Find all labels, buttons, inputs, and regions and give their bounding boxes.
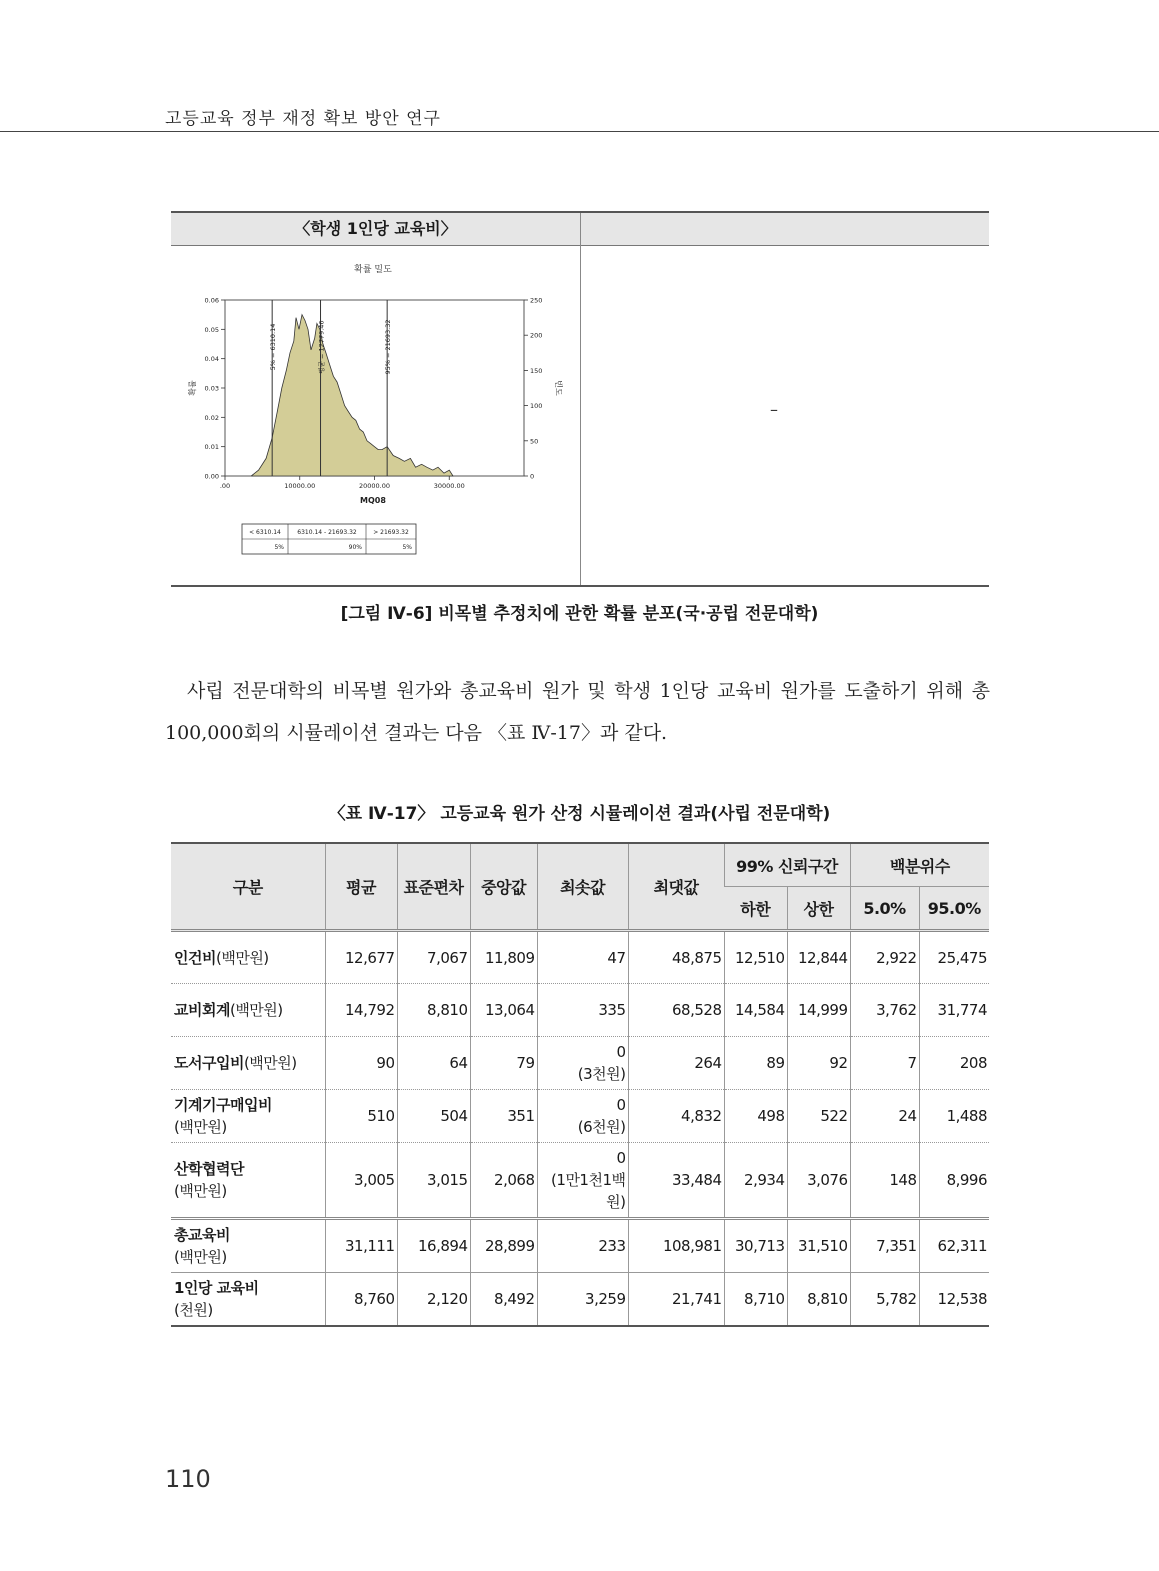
chart-y-tick-label: 0.04 (204, 355, 219, 364)
header-ci-high: 상한 (787, 887, 850, 931)
row-unit: (천원) (174, 1300, 213, 1319)
chart-legend-header: 6310.14 - 21693.32 (297, 529, 357, 536)
header-p5: 5.0% (850, 887, 919, 931)
row-label (171, 1273, 325, 1326)
cell-median: 13,064 (470, 984, 537, 1037)
cell-max: 108,981 (628, 1219, 724, 1273)
cell-ci-high: 14,999 (787, 984, 850, 1037)
table-caption: 〈표 Ⅳ-17〉 고등교육 원가 산정 시뮬레이션 결과(사립 전문대학) (328, 804, 831, 824)
row-unit: (백만원) (174, 1248, 227, 1266)
simulation-results-table (171, 842, 989, 1327)
cell-p5: 7,351 (850, 1219, 919, 1273)
cell-p95: 1,488 (919, 1090, 989, 1143)
header-std: 표준편차 (397, 843, 470, 931)
row-label (171, 1219, 325, 1273)
chart-y-axis-label: 확률 (188, 380, 197, 396)
figure-column-divider (580, 213, 581, 585)
table-row (171, 1273, 989, 1326)
cell-std: 2,120 (397, 1273, 470, 1326)
cell-p5: 3,762 (850, 984, 919, 1037)
row-label (171, 1143, 325, 1219)
chart-legend-value: 5% (402, 544, 412, 551)
chart-y2-tick-label: 200 (530, 331, 543, 340)
chart-y-tick-label: 0.01 (204, 443, 219, 452)
chart-title: 확률 밀도 (354, 265, 392, 275)
cell-max: 33,484 (628, 1143, 724, 1219)
cell-max: 48,875 (628, 931, 724, 984)
table-row (171, 1219, 989, 1273)
chart-legend-value: 5% (274, 544, 284, 551)
header-mean: 평균 (325, 843, 397, 931)
chart-x-tick-label: 20000.00 (358, 482, 391, 490)
cell-min: 233 (537, 1219, 628, 1273)
cell-p95: 25,475 (919, 931, 989, 984)
cell-median: 28,899 (470, 1219, 537, 1273)
cell-mean: 510 (325, 1090, 397, 1143)
cell-std: 8,810 (397, 984, 470, 1037)
row-unit: (백만원) (215, 948, 269, 967)
chart-y-tick-label: 0.00 (204, 472, 219, 481)
cell-p95: 62,311 (919, 1219, 989, 1273)
cell-min (537, 1143, 628, 1219)
row-label (171, 1090, 325, 1143)
chart-y-tick-label: 0.02 (204, 413, 219, 422)
cell-ci-high: 12,844 (787, 931, 850, 984)
row-unit: (백만원) (174, 1118, 227, 1136)
chart-x-tick-label: 30000.00 (433, 482, 465, 490)
table-row (171, 1037, 989, 1090)
header-rule (0, 131, 1159, 132)
cell-p5: 2,922 (850, 931, 919, 984)
cell-ci-high: 8,810 (787, 1273, 850, 1326)
figure-empty-cell: – (770, 400, 778, 419)
row-name: 도서구입비 (174, 1054, 244, 1072)
header-p95: 95.0% (919, 887, 989, 931)
chart-y2-tick-label: 100 (530, 402, 543, 411)
figure-caption: [그림 Ⅳ-6] 비목별 추정치에 관한 확률 분포(국·공립 전문대학) (340, 604, 819, 624)
header-category: 구분 (171, 843, 325, 931)
cell-ci-low: 30,713 (724, 1219, 787, 1273)
row-name: 총교육비 (174, 1226, 230, 1244)
cell-min-value: 0 (616, 1043, 626, 1061)
chart-marker-label: 5% = 6310.14 (269, 323, 278, 371)
chart-y-tick-label: 0.03 (204, 384, 219, 393)
cell-p95: 31,774 (919, 984, 989, 1037)
cell-min (537, 1090, 628, 1143)
row-name: 기계기구매입비 (174, 1096, 272, 1114)
figure-box (171, 211, 989, 587)
cell-min (537, 1037, 628, 1090)
chart-y-tick-label: 0.05 (204, 325, 219, 334)
table-row (171, 1090, 989, 1143)
cell-mean: 90 (325, 1037, 397, 1090)
cell-min: 3,259 (537, 1273, 628, 1326)
chart-y2-tick-label: 250 (530, 296, 543, 305)
cell-median: 351 (470, 1090, 537, 1143)
cell-ci-high: 92 (787, 1037, 850, 1090)
cell-ci-low: 12,510 (724, 931, 787, 984)
cell-std: 504 (397, 1090, 470, 1143)
cell-ci-high: 31,510 (787, 1219, 850, 1273)
row-label (171, 1037, 325, 1090)
chart-y2-tick-label: 50 (530, 437, 539, 446)
cell-mean: 3,005 (325, 1143, 397, 1219)
cell-min: 335 (537, 984, 628, 1037)
cell-ci-low: 498 (724, 1090, 787, 1143)
chart-y2-tick-label: 0 (530, 472, 535, 481)
cell-std: 3,015 (397, 1143, 470, 1219)
row-unit: (백만원) (229, 1001, 283, 1019)
cell-median: 2,068 (470, 1143, 537, 1219)
cell-ci-low: 8,710 (724, 1273, 787, 1326)
cell-mean: 8,760 (325, 1273, 397, 1326)
chart-x-tick-label: .00 (219, 482, 231, 490)
row-unit: (백만원) (174, 1182, 227, 1200)
cell-median: 11,809 (470, 931, 537, 984)
table-header-row (171, 843, 989, 887)
chart-marker-label: 95% = 21693.32 (384, 319, 393, 375)
body-paragraph: 사립 전문대학의 비목별 원가와 총교육비 원가 및 학생 1인당 교육비 원가를 도출하기 위해 총 100,000회의 시뮬레이션 결과는 다음 〈표 Ⅳ-17〉과 같다. (165, 680, 990, 744)
header-min: 최솟값 (537, 843, 628, 931)
cell-mean: 31,111 (325, 1219, 397, 1273)
chart-y2-tick-label: 150 (530, 366, 543, 375)
cell-median: 8,492 (470, 1273, 537, 1326)
probability-density-chart (171, 247, 580, 585)
cell-min-note: (1만1천1백원) (551, 1171, 626, 1211)
cell-p5: 148 (850, 1143, 919, 1219)
cell-max: 68,528 (628, 984, 724, 1037)
cell-p5: 5,782 (850, 1273, 919, 1326)
row-label (171, 931, 325, 984)
chart-x-axis-label: MQ08 (360, 496, 386, 505)
cell-ci-low: 89 (724, 1037, 787, 1090)
figure-panel-title: 〈학생 1인당 교육비〉 (294, 219, 457, 238)
cell-p95: 12,538 (919, 1273, 989, 1326)
cell-min-value: 0 (616, 1149, 626, 1167)
cell-std: 7,067 (397, 931, 470, 984)
cell-min-note: (3천원) (577, 1065, 626, 1083)
table-row (171, 984, 989, 1037)
running-header: 고등교육 정부 재정 확보 방안 연구 (165, 109, 441, 129)
header-ci-low: 하한 (724, 887, 787, 931)
cell-p5: 7 (850, 1037, 919, 1090)
row-name: 교비회계 (174, 1001, 230, 1019)
cell-max: 4,832 (628, 1090, 724, 1143)
header-median: 중앙값 (470, 843, 537, 931)
cell-min-note: (6천원) (577, 1118, 626, 1136)
cell-median: 79 (470, 1037, 537, 1090)
cell-p95: 8,996 (919, 1143, 989, 1219)
chart-y-tick-label: 0.06 (204, 296, 219, 305)
cell-ci-high: 3,076 (787, 1143, 850, 1219)
chart-marker-label: 평균 = 12779.46 (317, 320, 326, 374)
cell-min: 47 (537, 931, 628, 984)
row-label (171, 984, 325, 1037)
chart-legend-header: > 21693.32 (373, 529, 409, 536)
table-row (171, 931, 989, 984)
cell-mean: 14,792 (325, 984, 397, 1037)
cell-mean: 12,677 (325, 931, 397, 984)
page-number: 110 (165, 1465, 211, 1493)
chart-legend-header: < 6310.14 (249, 529, 281, 536)
row-name: 1인당 교육비 (174, 1278, 259, 1297)
chart-legend-value: 90% (348, 544, 362, 551)
cell-ci-low: 2,934 (724, 1143, 787, 1219)
row-name: 인건비 (174, 948, 216, 967)
cell-max: 21,741 (628, 1273, 724, 1326)
cell-min-value: 0 (616, 1096, 626, 1114)
cell-max: 264 (628, 1037, 724, 1090)
header-percentile-group: 백분위수 (850, 843, 989, 887)
cell-std: 64 (397, 1037, 470, 1090)
row-unit: (백만원) (243, 1054, 297, 1072)
row-name: 산학협력단 (174, 1160, 244, 1178)
cell-ci-low: 14,584 (724, 984, 787, 1037)
table-row (171, 1143, 989, 1219)
chart-x-tick-label: 10000.00 (284, 482, 316, 490)
cell-p5: 24 (850, 1090, 919, 1143)
cell-std: 16,894 (397, 1219, 470, 1273)
cell-ci-high: 522 (787, 1090, 850, 1143)
cell-p95: 208 (919, 1037, 989, 1090)
chart-y2-axis-label: 빈도 (554, 380, 563, 396)
header-max: 최댓값 (628, 843, 724, 931)
header-ci-group: 99% 신뢰구간 (724, 843, 850, 887)
